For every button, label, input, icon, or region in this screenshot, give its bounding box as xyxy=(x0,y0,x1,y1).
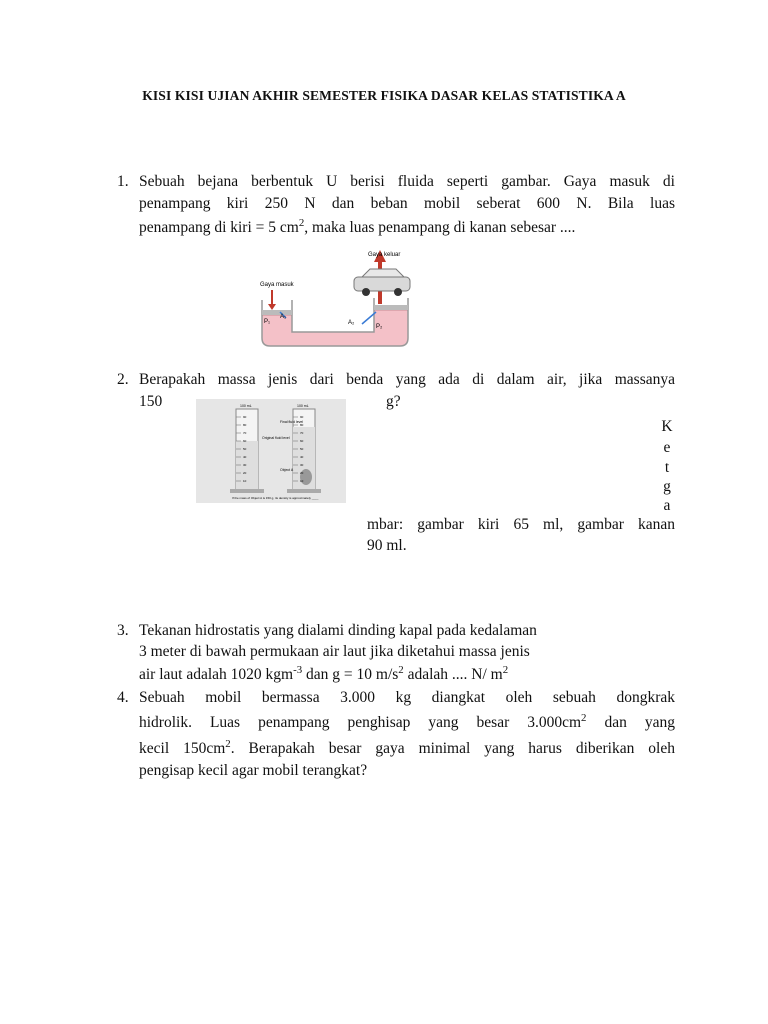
cylinder-tick-label: 50 xyxy=(243,447,247,452)
cylinder-tick-label: 70 xyxy=(300,431,304,436)
question-2-line-1: Berapakah massa jenis dari benda yang ada di dalam air, jika massanya xyxy=(139,371,675,388)
question-1-line-1: Sebuah bejana berbentuk U berisi fluida seperti gambar. Gaya masuk di xyxy=(139,173,675,190)
question-1-line-2: penampang kiri 250 N dan beban mobil seberat 600 N. Bila luas xyxy=(139,195,675,212)
question-4-number: 4. xyxy=(117,689,129,706)
question-2-line-4: 90 ml. xyxy=(367,537,407,554)
cylinder-tick-label: 80 xyxy=(243,423,247,428)
cylinder-tick-label: 20 xyxy=(300,471,304,476)
label-original-level: Original fluid level xyxy=(262,436,290,440)
label-object: Object A xyxy=(280,468,294,472)
question-1-line-3: penampang di kiri = 5 $cm^2$, maka luas penampang di kanan sebesar .... xyxy=(139,216,576,236)
cylinder-tick-label: 40 xyxy=(300,455,304,460)
left-piston xyxy=(262,310,292,315)
left-cylinder-capacity: 100 mL xyxy=(240,404,252,408)
right-cylinder-capacity: 100 mL xyxy=(297,404,309,408)
question-4-line-3: kecil $150cm^2$. Berapakah besar gaya minimal yang harus diberikan oleh xyxy=(139,737,675,757)
graduated-cylinder-figure xyxy=(196,399,346,503)
cylinder-tick-label: 70 xyxy=(243,431,247,436)
cylinder-tick-label: 80 xyxy=(300,423,304,428)
vertical-letter-1: K xyxy=(661,418,673,435)
label-p2: P₂ xyxy=(376,324,383,330)
label-a2: A₂ xyxy=(348,320,355,326)
question-3-number: 3. xyxy=(117,622,129,639)
cylinder-tick-label: 30 xyxy=(300,463,304,468)
cylinder-tick-label: 60 xyxy=(243,439,247,444)
vertical-letter-4: g xyxy=(663,478,671,495)
cylinder-tick-label: 50 xyxy=(300,447,304,452)
question-4-line-4: pengisap kecil agar mobil terangkat? xyxy=(139,762,368,779)
label-a1: A₁ xyxy=(280,314,287,320)
figure-caption: If the mass of Object A is 150 g, its density is approximately ____ xyxy=(232,496,319,500)
label-gaya-keluar: Gaya keluar xyxy=(368,252,401,258)
question-2-line-3: mbar: gambar kiri 65 ml, gambar kanan xyxy=(367,516,675,533)
vertical-letter-2: e xyxy=(663,439,671,456)
cylinder-tick-label: 30 xyxy=(243,463,247,468)
label-p1: P₁ xyxy=(264,319,271,325)
question-3-line-2: 3 meter di bawah permukaan air laut jika diketahui massa jenis xyxy=(139,643,530,660)
cylinder-tick-label: 60 xyxy=(300,439,304,444)
label-final-level: Final fluid level xyxy=(280,420,304,424)
question-4-line-2: hidrolik. Luas penampang penghisap yang besar $3.000cm^2$ dan yang xyxy=(139,711,675,731)
question-2-mass-value: 150 xyxy=(139,393,163,410)
arrow-down-icon xyxy=(268,304,276,310)
cylinder-tick-label: 10 xyxy=(243,479,247,484)
page-title: KISI KISI UJIAN AKHIR SEMESTER FISIKA DASAR KELAS STATISTIKA A xyxy=(142,88,626,103)
question-2-mass-unit: g? xyxy=(386,393,401,410)
vertical-letter-3: t xyxy=(664,459,670,476)
right-piston xyxy=(374,305,408,310)
u-tube-figure xyxy=(250,240,435,352)
question-4-line-1: Sebuah mobil bermassa 3.000 kg diangkat oleh sebuah dongkrak xyxy=(139,689,675,706)
cylinder-tick-label: 90 xyxy=(300,415,304,420)
label-gaya-masuk: Gaya masuk xyxy=(260,282,294,288)
question-3-line-3: air laut adalah 1020 kgm$^{-3}$ dan g = 10 $m/s^2$ adalah .... N/ $m^2$ xyxy=(139,663,509,683)
cylinder-tick-label: 90 xyxy=(243,415,247,420)
cylinder-tick-label: 20 xyxy=(243,471,247,476)
question-1-number: 1. xyxy=(117,173,129,190)
cylinder-tick-label: 40 xyxy=(243,455,247,460)
cylinder-tick-label: 10 xyxy=(300,479,304,484)
question-3-line-1: Tekanan hidrostatis yang dialami dinding kapal pada kedalaman xyxy=(139,622,537,639)
vertical-letter-5: a xyxy=(663,497,671,514)
question-2-number: 2. xyxy=(117,371,129,388)
